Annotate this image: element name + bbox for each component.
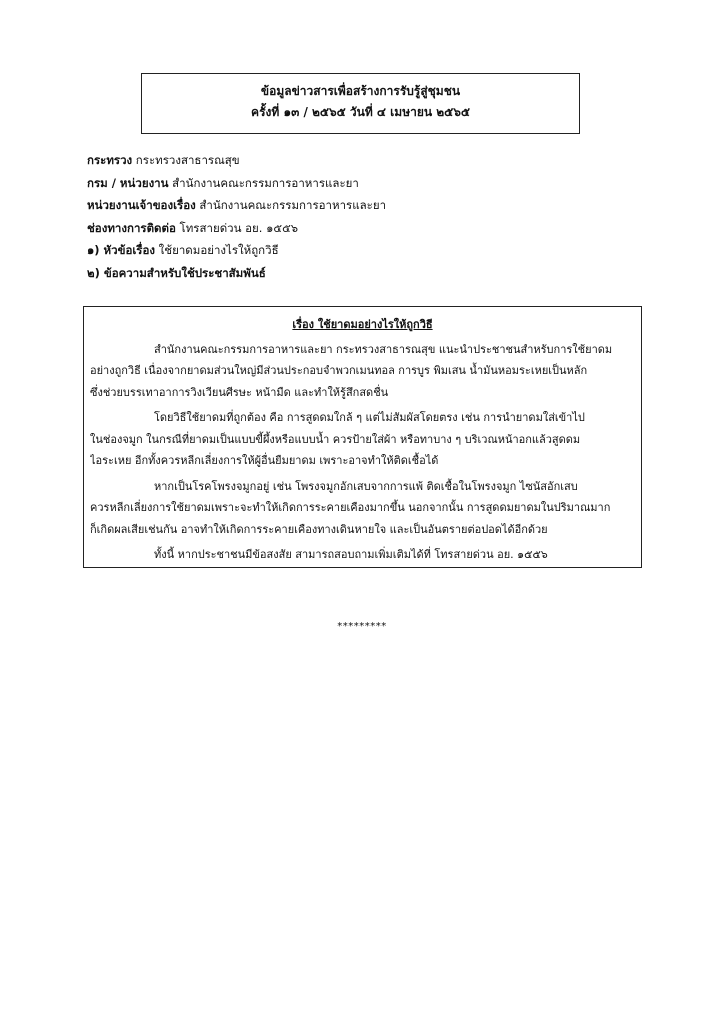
- header-issue-date: ครั้งที่ ๑๓ / ๒๕๖๕ วันที่ ๔ เมษายน ๒๕๖๕: [251, 105, 470, 119]
- contact-label: ช่องทางการติดต่อ: [87, 220, 176, 235]
- paragraph-line: โดยวิธีใช้ยาดมที่ถูกต้อง คือ การสูดดมใกล้ ๆ แต่ไม่สัมผัสโดยตรง เช่น การนำยาดมใส่เข้าไป: [154, 411, 585, 424]
- ministry-value: กระทรวงสาธารณสุข: [132, 153, 240, 167]
- paragraph-3: [90, 476, 635, 541]
- topic-label: ๑) หัวข้อเรื่อง: [87, 243, 155, 257]
- topic-row: [87, 239, 647, 262]
- owner-value: สำนักงานคณะกรรมการอาหารและยา: [195, 198, 387, 212]
- paragraph-line: ควรหลีกเลี่ยงการใช้ยาดมเพราะจะทำให้เกิดการระคายเคืองมากขึ้น นอกจากนั้น การสูดดมยาดมในปริมาณมาก: [90, 501, 611, 514]
- pr-section-heading: ๒) ข้อความสำหรับใช้ประชาสัมพันธ์: [87, 265, 266, 280]
- paragraph-line: หากเป็นโรคโพรงจมูกอยู่ เช่น โพรงจมูกอักเสบจากการแพ้ ติดเชื้อในโพรงจมูก ไซนัสอักเสบ: [154, 479, 578, 493]
- owner-label: หน่วยงานเจ้าของเรื่อง: [87, 198, 196, 212]
- end-of-document-mark: *********: [337, 621, 387, 632]
- owner-row: [87, 194, 647, 217]
- department-value: สำนักงานคณะกรรมการอาหารและยา: [168, 175, 359, 190]
- department-row: [87, 172, 647, 195]
- header-title: ข้อมูลข่าวสารเพื่อสร้างการรับรู้สู่ชุมชน: [260, 84, 461, 98]
- contact-row: [87, 217, 647, 240]
- paragraph-line: ในช่องจมูก ในกรณีที่ยาดมเป็นแบบขี้ผึ้งหรือแบบน้ำ ควรป้ายใส่ผ้า หรือทาบาง ๆ บริเวณหน้าอกแล้วสูดดม: [90, 432, 581, 446]
- topic-value: ใช้ยาดมอย่างไรให้ถูกวิธี: [155, 243, 279, 257]
- pr-message-box: [83, 306, 642, 568]
- paragraph-line: ไอระเหย อีกทั้งควรหลีกเลี่ยงการให้ผู้อื่นยืมยาดม เพราะอาจทำให้ติดเชื้อได้: [90, 454, 439, 467]
- ministry-row: [87, 149, 647, 172]
- paragraph-line: ซึ่งช่วยบรรเทาอาการวิงเวียนศีรษะ หน้ามืด และทำให้รู้สึกสดชื่น: [90, 385, 389, 399]
- paragraph-2: [90, 407, 635, 472]
- paragraph-line: ทั้งนี้ หากประชาชนมีข้อสงสัย สามารถสอบถามเพิ่มเติมได้ที่ โทรสายด่วน อย. ๑๕๕๖: [154, 548, 548, 561]
- contact-value: โทรสายด่วน อย. ๑๕๕๖: [175, 220, 299, 235]
- paragraph-line: อย่างถูกวิธี เนื่องจากยาดมส่วนใหญ่มีส่วนประกอบจำพวกเมนทอล การบูร พิมเสน น้ำมันหอมระเหยเป็นหลัก: [90, 364, 588, 377]
- ministry-label: กระทรวง: [87, 153, 133, 167]
- paragraph-1: [90, 339, 635, 404]
- paragraph-line: ก็เกิดผลเสียเช่นกัน อาจทำให้เกิดการระคายเคืองทางเดินหายใจ และเป็นอันตรายต่อปอดได้อีกด้วย: [90, 522, 548, 536]
- department-label: กรม / หน่วยงาน: [87, 175, 169, 190]
- paragraph-4: [90, 544, 635, 566]
- document-metadata: [87, 149, 647, 284]
- paragraph-line: สำนักงานคณะกรรมการอาหารและยา กระทรวงสาธารณสุข แนะนำประชาชนสำหรับการใช้ยาดม: [154, 342, 613, 356]
- header-box: [141, 73, 580, 134]
- message-title: เรื่อง ใช้ยาดมอย่างไรให้ถูกวิธี: [292, 318, 433, 331]
